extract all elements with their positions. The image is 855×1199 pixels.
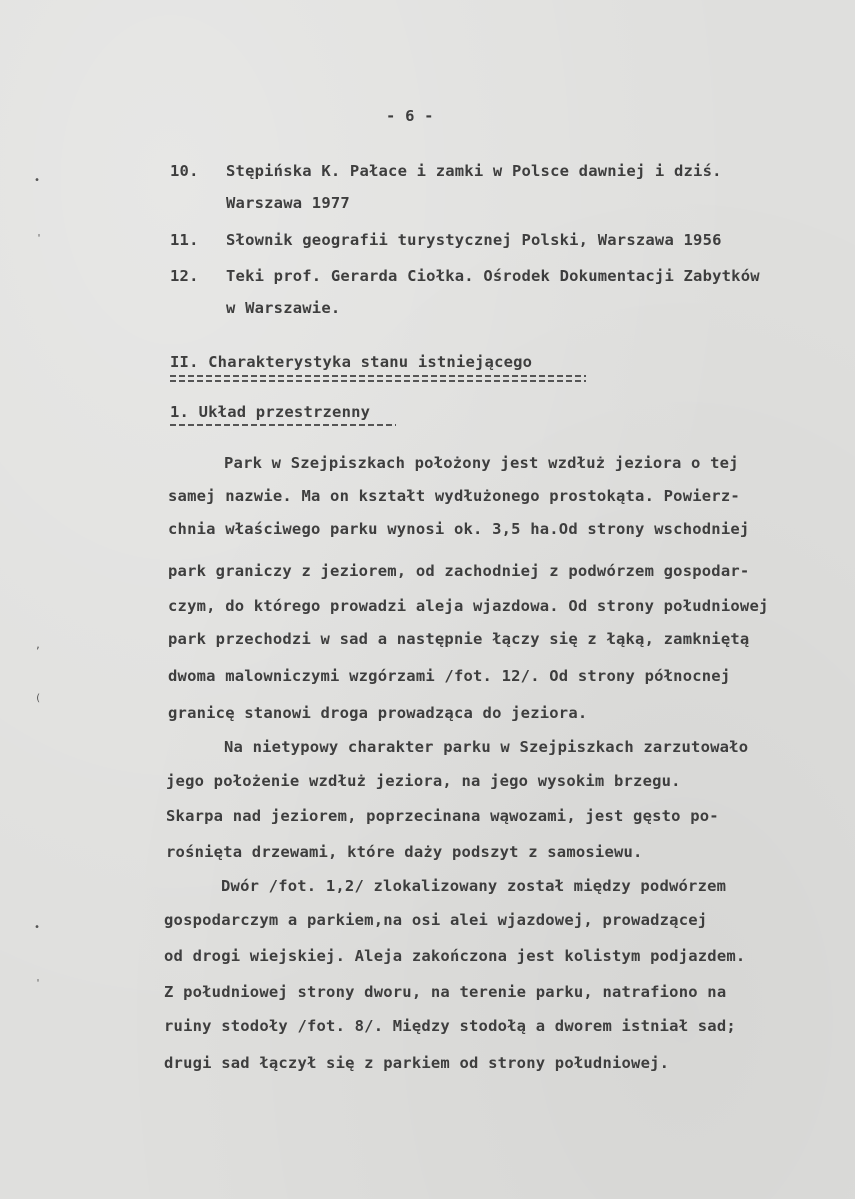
paragraph-line: Na nietypowy charakter parku w Szejpiszkach zarzutowało bbox=[224, 738, 749, 756]
paragraph-line: drugi sad łączył się z parkiem od strony południowej. bbox=[164, 1054, 670, 1072]
paragraph-line: dwoma malowniczymi wzgórzami /fot. 12/. Od strony północnej bbox=[168, 667, 731, 685]
margin-mark: • bbox=[34, 922, 41, 933]
reference-line: Teki prof. Gerarda Ciołka. Ośrodek Dokumentacji Zabytków bbox=[226, 267, 760, 285]
paragraph-line: granicę stanowi droga prowadząca do jeziora. bbox=[168, 704, 588, 722]
subsection-heading: 1. Układ przestrzenny bbox=[170, 403, 371, 421]
paragraph-line: chnia właściwego parku wynosi ok. 3,5 ha.Od strony wschodniej bbox=[168, 520, 750, 538]
margin-mark: ( bbox=[35, 693, 42, 704]
paragraph-line: jego położenie wzdłuż jeziora, na jego wysokim brzegu. bbox=[166, 772, 681, 790]
reference-line: w Warszawie. bbox=[226, 299, 341, 317]
paragraph-line: Skarpa nad jeziorem, poprzecinana wąwozami, jest gęsto po- bbox=[166, 807, 719, 825]
subsection-heading-underline bbox=[170, 424, 396, 426]
paragraph-line: park przechodzi w sad a następnie łączy się z łąką, zamkniętą bbox=[168, 630, 750, 648]
reference-line: Warszawa 1977 bbox=[226, 194, 350, 212]
margin-mark: ' bbox=[36, 233, 43, 244]
reference-number: 12. bbox=[170, 267, 199, 285]
reference-number: 10. bbox=[170, 162, 199, 180]
margin-mark: ' bbox=[35, 978, 42, 989]
section-heading-underline bbox=[170, 380, 586, 382]
paragraph-line: rośnięta drzewami, które daży podszyt z samosiewu. bbox=[166, 843, 643, 861]
margin-mark: , bbox=[35, 640, 42, 651]
paragraph-line: ruiny stodoły /fot. 8/. Między stodołą a dworem istniał sad; bbox=[164, 1017, 736, 1035]
paragraph-line: od drogi wiejskiej. Aleja zakończona jest kolistym podjazdem. bbox=[164, 947, 746, 965]
paragraph-line: park graniczy z jeziorem, od zachodniej z podwórzem gospodar- bbox=[168, 562, 750, 580]
section-heading-underline bbox=[170, 375, 586, 377]
page-number: - 6 - bbox=[386, 107, 434, 125]
paragraph-line: Dwór /fot. 1,2/ zlokalizowany został między podwórzem bbox=[221, 877, 727, 895]
paragraph-line: Park w Szejpiszkach położony jest wzdłuż jeziora o tej bbox=[224, 454, 739, 472]
section-heading: II. Charakterystyka stanu istniejącego bbox=[170, 353, 533, 371]
paragraph-line: Z południowej strony dworu, na terenie parku, natrafiono na bbox=[164, 983, 727, 1001]
margin-mark: • bbox=[34, 175, 41, 186]
paragraph-line: czym, do którego prowadzi aleja wjazdowa. Od strony południowej bbox=[168, 597, 769, 615]
paragraph-line: gospodarczym a parkiem,na osi alei wjazdowej, prowadzącej bbox=[164, 911, 708, 929]
reference-number: 11. bbox=[170, 231, 199, 249]
reference-line: Słownik geografii turystycznej Polski, Warszawa 1956 bbox=[226, 231, 722, 249]
reference-line: Stępińska K. Pałace i zamki w Polsce dawniej i dziś. bbox=[226, 162, 722, 180]
paragraph-line: samej nazwie. Ma on kształt wydłużonego prostokąta. Powierz- bbox=[168, 487, 740, 505]
